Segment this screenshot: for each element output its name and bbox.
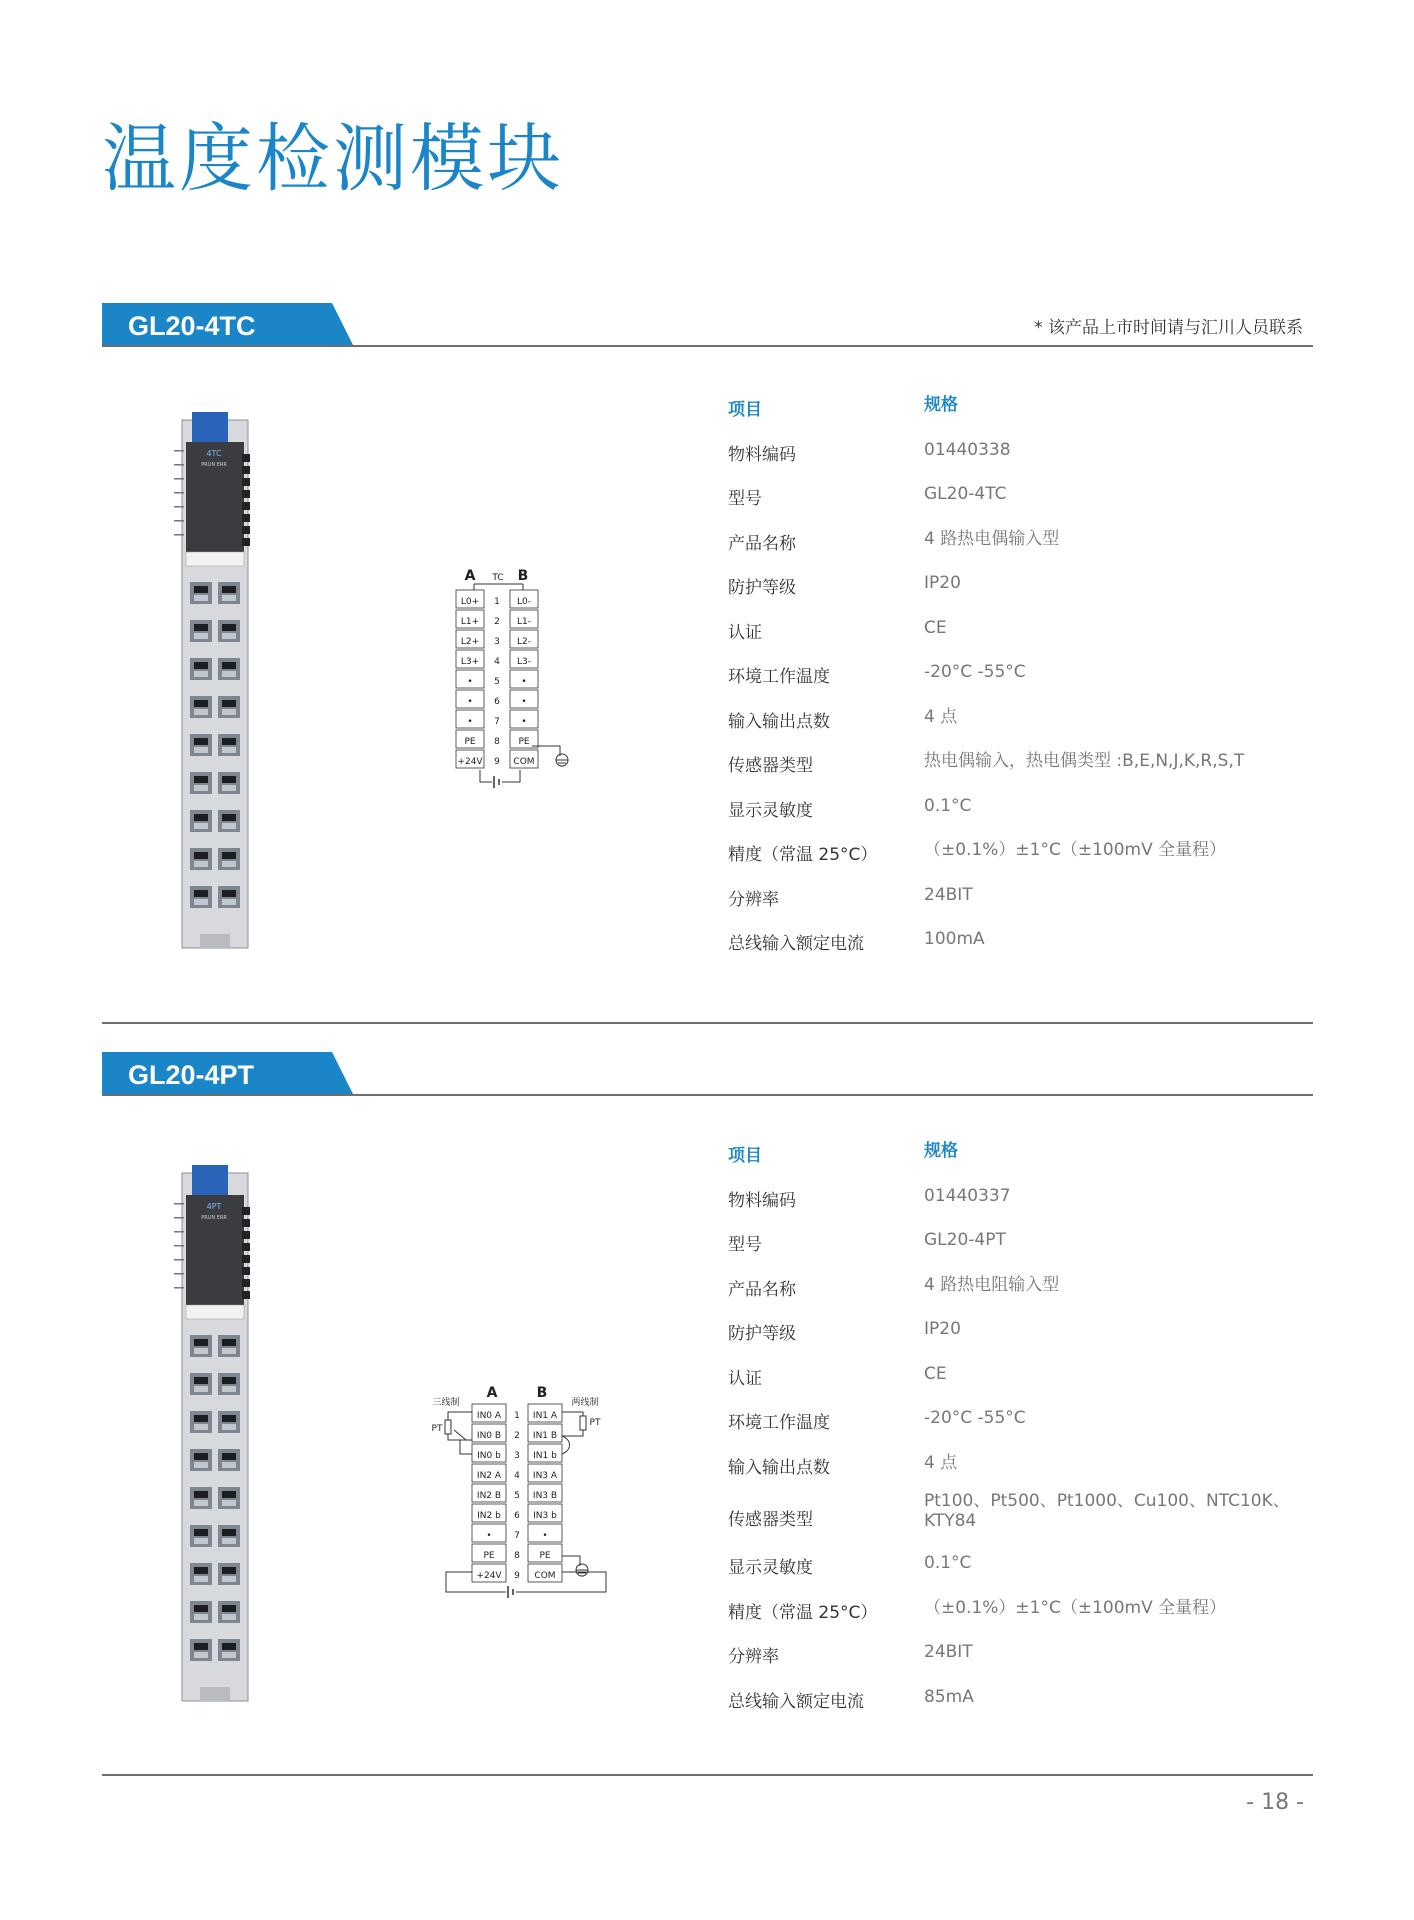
terminal-number: 5 [514, 1491, 520, 1501]
terminal-number: 5 [494, 677, 500, 687]
spec-row [728, 1489, 1328, 1545]
terminal-b-label: PE [539, 1551, 551, 1561]
spec-label: 传感器类型 [728, 1510, 813, 1530]
terminal-b-label: L3- [517, 657, 531, 667]
spec-label: 型号 [728, 1235, 762, 1255]
terminal-a-label: IN0 b [477, 1451, 501, 1461]
module-latch [192, 1165, 228, 1195]
terminal-b-label: L1- [517, 617, 531, 627]
spec-label: 型号 [728, 489, 762, 509]
column-b-label: B [517, 568, 529, 584]
spec-header-spec: 规格 [924, 1141, 958, 1161]
terminal-b-label: COM [534, 1571, 556, 1581]
terminal-a-label: IN0 B [476, 1431, 502, 1441]
spec-label: 总线输入额定电流 [728, 1691, 864, 1712]
terminal-a-label: • [467, 717, 473, 727]
section-divider [102, 1022, 1313, 1024]
spec-label: 产品名称 [728, 533, 796, 554]
terminal-b-label: IN3 B [532, 1491, 558, 1501]
two-wire-label: 两线制 [571, 1398, 599, 1408]
spec-row [728, 1590, 1328, 1635]
module-led-labels: PRUN ERR [201, 1215, 227, 1221]
model-tab [102, 303, 332, 347]
spec-label: 产品名称 [728, 1279, 796, 1300]
terminal-b-label: COM [513, 757, 535, 767]
spec-row [728, 877, 1328, 922]
terminal-row [456, 750, 538, 768]
spec-label: 分辨率 [728, 1647, 779, 1667]
spec-label: 环境工作温度 [728, 667, 830, 687]
spec-label: 传感器类型 [728, 756, 813, 776]
terminal-b-label: L2- [517, 637, 531, 647]
spec-value: 4 路热电阻输入型 [924, 1274, 1060, 1295]
pt-resistor-left [445, 1420, 451, 1434]
spec-row [728, 1267, 1328, 1312]
module-led-labels: PRUN ERR [201, 462, 227, 468]
section-header-4tc [102, 303, 1313, 347]
spec-row [728, 1356, 1328, 1401]
spec-value: 0.1°C [924, 1553, 972, 1573]
terminal-b-label: IN1 B [532, 1431, 558, 1441]
terminal-number: 4 [494, 657, 500, 667]
spec-value: （±0.1%）±1°C（±100mV 全量程） [924, 1597, 1227, 1618]
terminal-a-label: L2+ [460, 637, 480, 647]
terminal-b-label: • [521, 677, 527, 687]
terminal-row [472, 1404, 562, 1422]
spec-label: 认证 [728, 622, 762, 643]
terminal-a-label: • [467, 697, 473, 707]
terminal-number: 3 [514, 1451, 520, 1461]
pt-sensor-label-right: PT [589, 1418, 601, 1428]
spec-row [728, 432, 1328, 477]
column-a-label: A [486, 1385, 498, 1401]
terminal-a-label: IN2 A [476, 1471, 502, 1481]
spec-row [728, 788, 1328, 833]
terminal-row [472, 1524, 562, 1542]
spec-row [728, 565, 1328, 610]
spec-label: 精度（常温 25°C） [728, 845, 878, 865]
spec-value: 4 点 [924, 1452, 958, 1473]
spec-row [728, 1634, 1328, 1679]
spec-value: -20°C -55°C [924, 1408, 1026, 1428]
terminal-a-label: L3+ [460, 657, 480, 667]
terminal-row [456, 730, 538, 748]
spec-value: 85mA [924, 1686, 974, 1707]
terminal-b-label: • [521, 717, 527, 727]
model-tab-label: GL20-4PT [128, 1060, 255, 1090]
terminal-number: 1 [494, 597, 500, 607]
spec-value: CE [924, 1363, 947, 1384]
terminal-row [472, 1424, 562, 1442]
spec-label: 分辨率 [728, 889, 779, 910]
terminal-row [456, 630, 538, 648]
terminal-number: 9 [514, 1571, 520, 1581]
terminal-b-label: IN3 A [532, 1471, 558, 1481]
spec-value: -20°C -55°C [924, 662, 1026, 682]
spec-value: Pt100、Pt500、Pt1000、Cu100、NTC10K、KTY84 [924, 1491, 1290, 1531]
terminal-a-label: L0+ [460, 597, 480, 607]
column-a-label: A [464, 568, 476, 584]
terminal-b-label: IN1 A [532, 1411, 558, 1421]
spec-value: 0.1°C [924, 795, 972, 816]
availability-note: * 该产品上市时间请与汇川人员联系 [1034, 318, 1303, 338]
terminal-b-label: PE [518, 737, 530, 747]
spec-value: 4 路热电偶输入型 [924, 528, 1060, 549]
spec-row [728, 610, 1328, 655]
terminal-a-label: IN2 b [477, 1511, 501, 1521]
spec-label: 物料编码 [728, 1190, 796, 1211]
terminal-row [456, 590, 538, 608]
terminal-row [456, 690, 538, 708]
spec-table-4tc [728, 387, 1328, 966]
spec-row [728, 1679, 1328, 1724]
spec-row [728, 1545, 1328, 1590]
terminal-number: 3 [494, 637, 500, 647]
spec-value: 01440338 [924, 439, 1011, 460]
column-b-label: B [536, 1385, 548, 1401]
terminal-number: 2 [494, 617, 500, 627]
model-tab-label: GL20-4TC [128, 311, 256, 341]
terminal-a-label: PE [483, 1551, 495, 1561]
spec-row [728, 1178, 1328, 1223]
terminal-number: 1 [514, 1411, 520, 1421]
module-label: 4TC [206, 449, 222, 458]
wiring-diagram-4tc [440, 560, 600, 800]
module-product-image-4tc [170, 412, 260, 952]
spec-row [728, 1222, 1328, 1267]
terminal-b-label: IN1 b [533, 1451, 557, 1461]
terminal-row [472, 1464, 562, 1482]
terminal-row [472, 1564, 562, 1582]
spec-value: 24BIT [924, 884, 973, 905]
terminal-number: 8 [494, 737, 500, 747]
terminal-row [472, 1544, 562, 1562]
module-latch [192, 412, 228, 442]
battery-icon [494, 776, 499, 788]
terminal-a-label: PE [464, 737, 476, 747]
spec-value: GL20-4TC [924, 484, 1007, 504]
battery-icon [508, 1586, 513, 1598]
terminal-b-label: • [521, 697, 527, 707]
spec-row [728, 1311, 1328, 1356]
pt-sensor-label-left: PT [431, 1424, 443, 1434]
spec-label: 精度（常温 25°C） [728, 1602, 878, 1623]
ground-icon [556, 754, 568, 766]
spec-row [728, 743, 1328, 788]
spec-label: 显示灵敏度 [728, 1558, 813, 1578]
terminal-a-label: • [467, 677, 473, 687]
terminal-row [472, 1444, 562, 1462]
spec-value: CE [924, 617, 947, 638]
spec-label: 物料编码 [728, 444, 796, 465]
spec-row [728, 654, 1328, 699]
terminal-number: 4 [514, 1471, 520, 1481]
terminal-b-label: L0- [517, 597, 531, 607]
terminal-block [472, 1404, 562, 1582]
spec-row-header [728, 1133, 1328, 1178]
terminal-a-label: • [486, 1531, 492, 1541]
terminal-a-label: IN0 A [476, 1411, 502, 1421]
spec-row [728, 921, 1328, 966]
tc-label: TC [492, 573, 504, 583]
section-header-4pt [102, 1052, 1313, 1096]
terminal-b-label: • [542, 1531, 548, 1541]
spec-row [728, 832, 1328, 877]
spec-row [728, 1400, 1328, 1445]
terminal-number: 8 [514, 1551, 520, 1561]
spec-header-item: 项目 [728, 400, 762, 420]
spec-value: GL20-4PT [924, 1230, 1006, 1250]
spec-header-item: 项目 [728, 1146, 762, 1166]
terminal-number: 9 [494, 757, 500, 767]
header-rule [102, 1094, 1313, 1096]
model-tab [102, 1052, 332, 1096]
terminal-block [456, 590, 538, 768]
spec-row [728, 521, 1328, 566]
three-wire-label: 三线制 [432, 1398, 460, 1408]
ground-icon [576, 1564, 588, 1576]
header-rule [102, 345, 1313, 347]
terminal-number: 7 [514, 1531, 520, 1541]
terminal-number: 7 [494, 717, 500, 727]
terminal-a-label: L1+ [460, 617, 480, 627]
terminal-row [472, 1504, 562, 1522]
spec-label: 防护等级 [728, 1324, 796, 1344]
page-number: - 18 - [1246, 1790, 1304, 1815]
spec-row [728, 1445, 1328, 1490]
spec-table-4pt [728, 1133, 1328, 1723]
spec-value: 热电偶输入，热电偶类型 :B,E,N,J,K,R,S,T [924, 751, 1245, 771]
terminal-row [472, 1484, 562, 1502]
terminal-row [456, 670, 538, 688]
spec-row [728, 476, 1328, 521]
spec-value: IP20 [924, 573, 961, 593]
spec-label: 输入输出点数 [728, 1457, 830, 1478]
spec-label: 环境工作温度 [728, 1413, 830, 1433]
spec-label: 总线输入额定电流 [728, 934, 864, 954]
spec-value: IP20 [924, 1319, 961, 1339]
wiring-diagram-4pt [420, 1380, 620, 1610]
terminal-row [456, 650, 538, 668]
page-title: 温度检测模块 [102, 116, 564, 202]
module-product-image-4pt [170, 1165, 260, 1705]
spec-value: 01440337 [924, 1185, 1011, 1206]
spec-label: 防护等级 [728, 578, 796, 598]
terminal-row [456, 610, 538, 628]
terminal-a-label: IN2 B [476, 1491, 502, 1501]
terminal-row [456, 710, 538, 728]
spec-label: 显示灵敏度 [728, 800, 813, 821]
spec-row [728, 699, 1328, 744]
spec-label: 认证 [728, 1368, 762, 1389]
footer-divider [102, 1774, 1313, 1776]
terminal-number: 6 [514, 1511, 520, 1521]
spec-header-spec: 规格 [924, 395, 958, 415]
module-label: 4PT [206, 1202, 222, 1211]
terminal-number: 6 [494, 697, 500, 707]
spec-value: 4 点 [924, 706, 958, 727]
terminal-a-label: +24V [476, 1571, 502, 1581]
terminal-a-label: +24V [457, 757, 483, 767]
terminal-b-label: IN3 b [533, 1511, 557, 1521]
spec-label: 输入输出点数 [728, 711, 830, 732]
spec-row-header [728, 387, 1328, 432]
pt-resistor-right [580, 1416, 586, 1430]
terminal-number: 2 [514, 1431, 520, 1441]
spec-value: 24BIT [924, 1642, 973, 1662]
spec-value: 100mA [924, 929, 985, 949]
spec-value: （±0.1%）±1°C（±100mV 全量程） [924, 840, 1227, 860]
